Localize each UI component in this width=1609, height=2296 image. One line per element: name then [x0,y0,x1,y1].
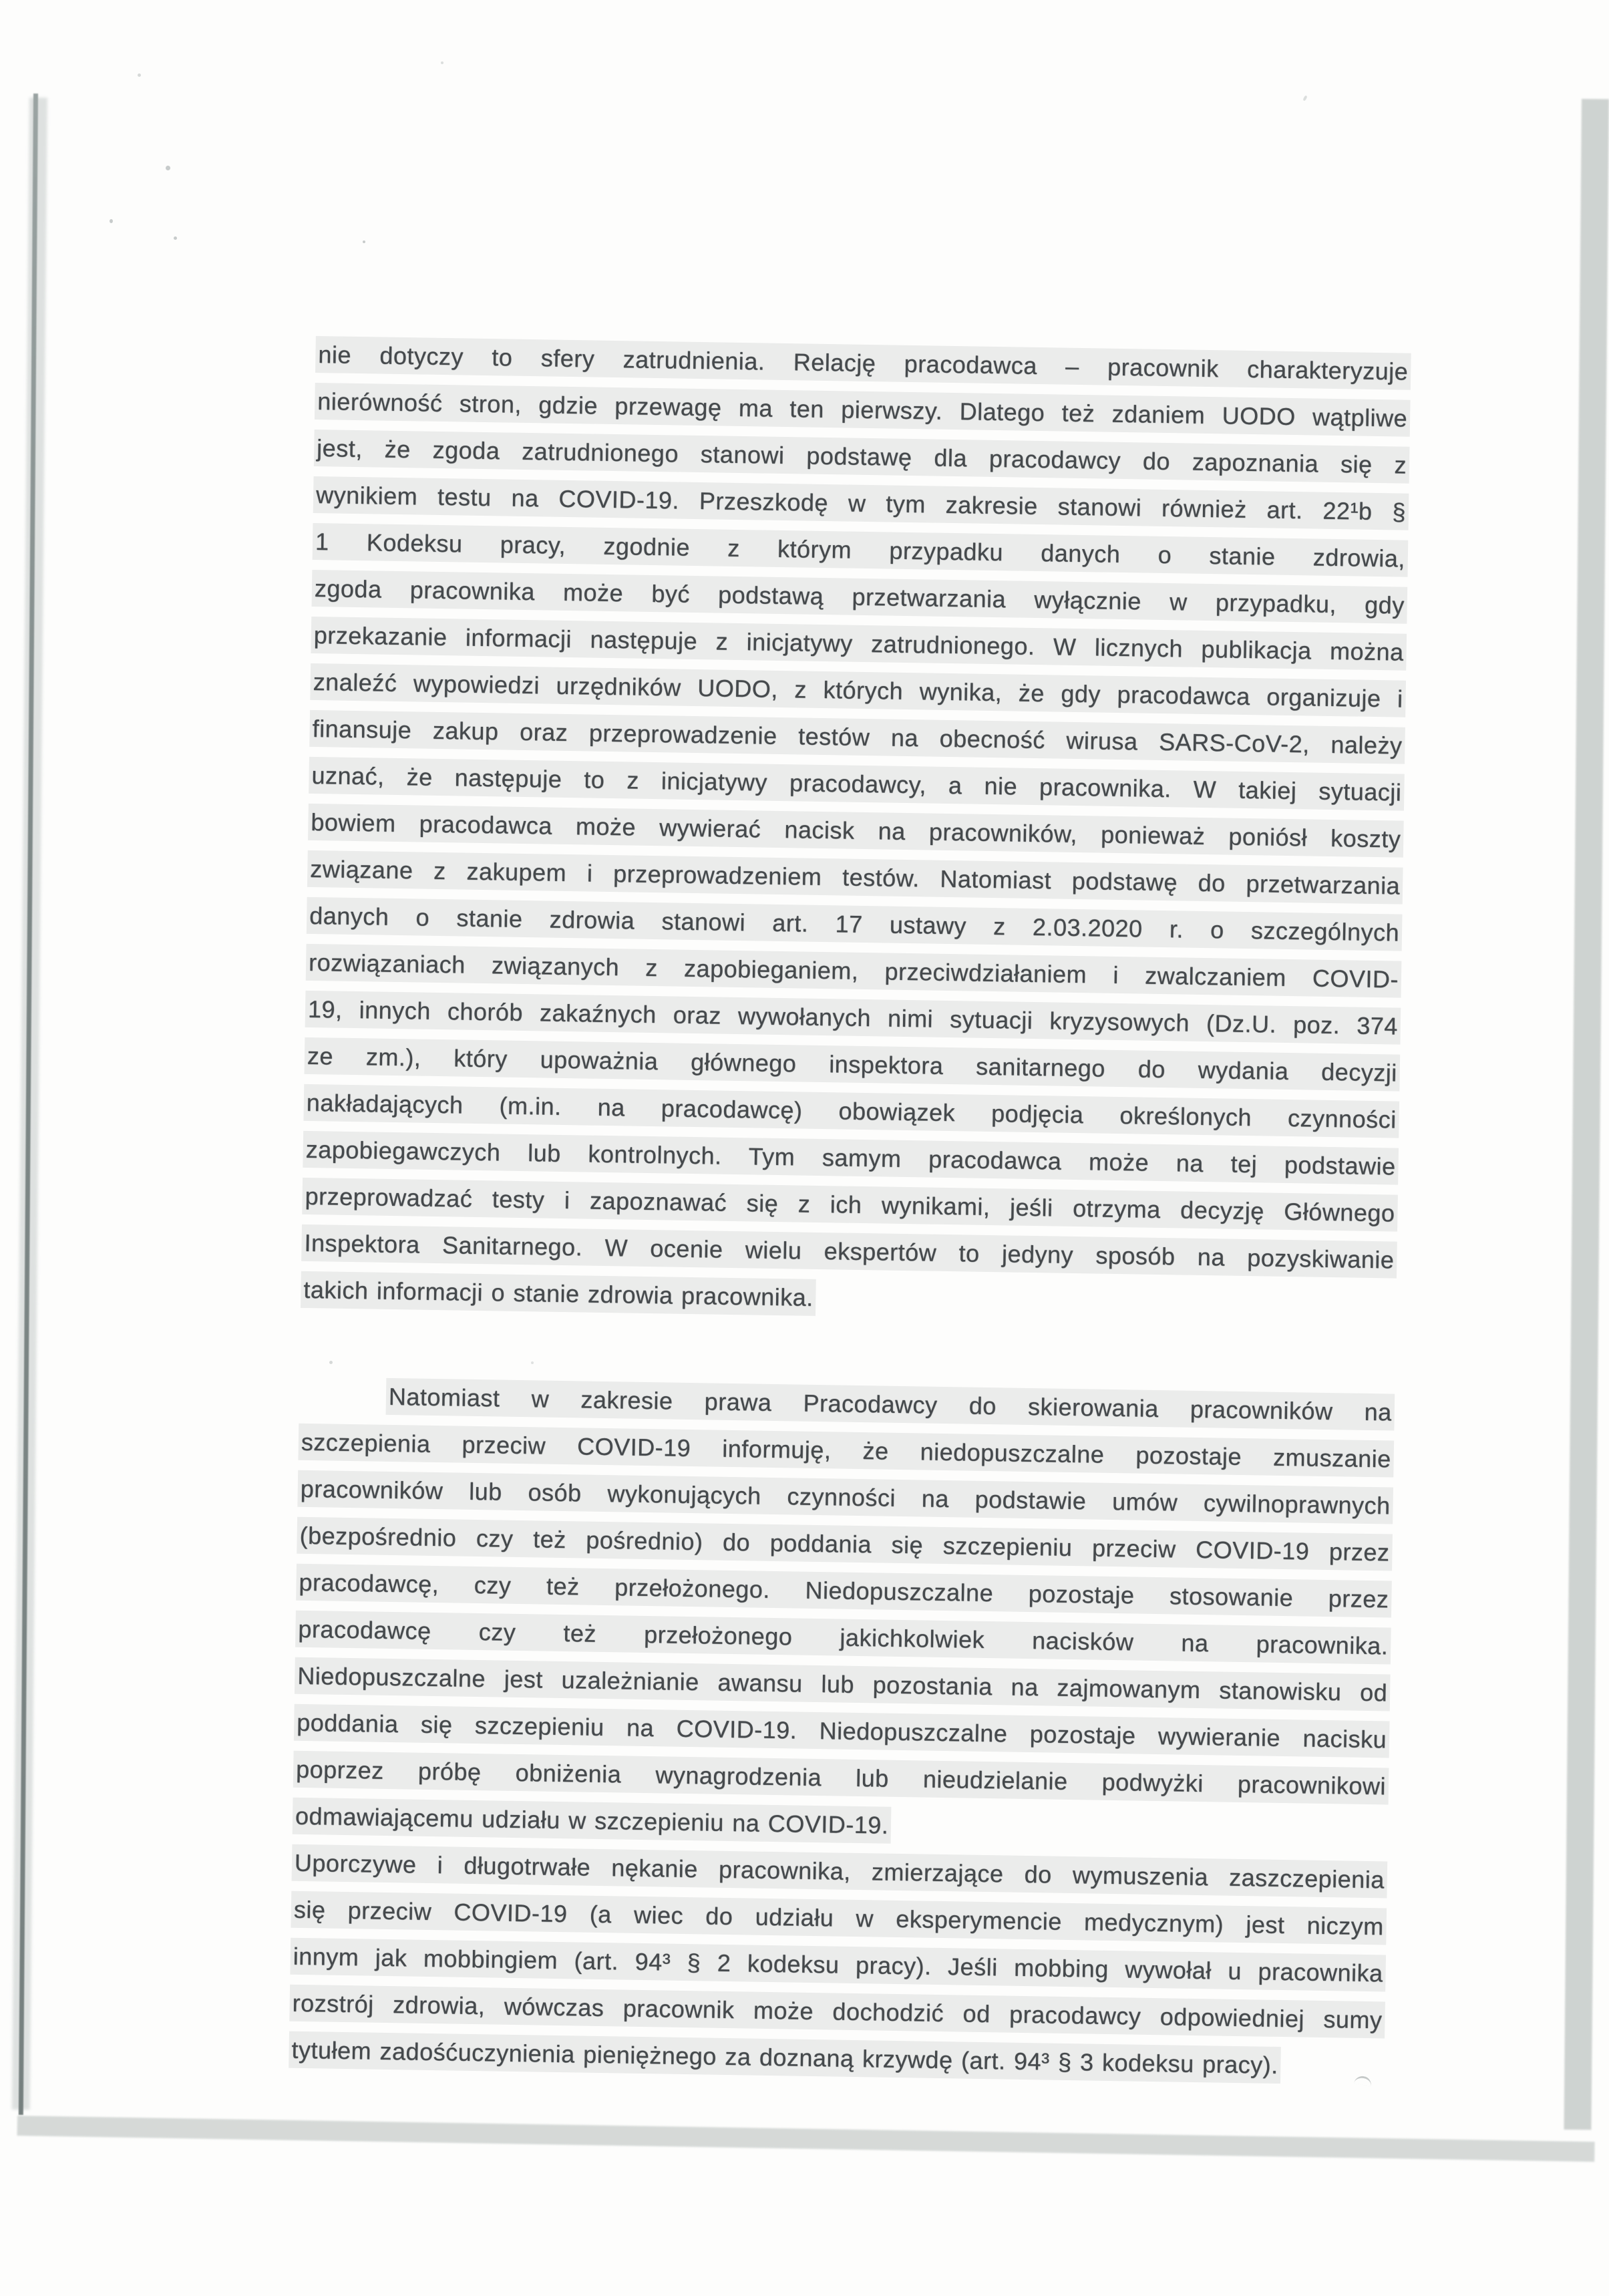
page-right-edge-shadow [1564,99,1609,2130]
text-line-ink: Natomiast w zakresie prawa Pracodawcy do skierowania pracowników na [386,1378,1395,1431]
text-line-ink: tytułem zadośćuczynienia pieniężnego za doznaną krzywdę (art. 94³ § 3 kodeksu pracy). [289,2031,1281,2084]
text-line-ink: 19, innych chorób zakaźnych oraz wywołanych nimi sytuacji kryzysowych (Dz.U. poz. 374 [305,991,1401,1045]
text-line-ink: poddania się szczepieniu na COVID-19. Niedopuszczalne pozostaje wywieranie nacisku [294,1704,1390,1758]
text-line-ink: się przeciw COVID-19 (a wiec do udziału w eksperymencie medycznym) jest niczym [291,1891,1387,1945]
text-line-ink: znaleźć wypowiedzi urzędników UODO, z których wynika, że gdy pracodawca organizuje i [310,663,1406,717]
text-line-ink: odmawiającemu udziału w szczepieniu na COVID-19. [293,1798,892,1844]
document-paragraph [301,331,1411,1331]
dust-speck [166,166,170,170]
text-line-ink: (bezpośrednio czy też pośrednio) do poddania się szczepieniu przeciw COVID-19 przez [297,1517,1393,1571]
dust-speck [441,61,443,64]
text-line-ink: pracodawcę, czy też przełożonego. Niedopuszczalne pozostaje stosowanie przez [296,1564,1392,1618]
text-line-ink: Uporczywe i długotrwałe nękanie pracownika, zmierzające do wymuszenia zaszczepienia [292,1844,1388,1899]
text-line-ink: przeprowadzać testy i zapoznawać się z ich wynikami, jeśli otrzyma decyzję Głównego [302,1178,1398,1232]
text-line-ink: przekazanie informacji następuje z inicjatywy zatrudnionego. W licznych publikacja można [311,617,1407,671]
text-line-ink: Niedopuszczalne jest uzależnianie awansu lub pozostania na zajmowanym stanowisku od [295,1657,1391,1711]
document-body [289,331,1411,2090]
text-line-ink: szczepienia przeciw COVID-19 informuję, że niedopuszczalne pozostaje zmuszanie [298,1424,1394,1478]
text-line-ink: pracodawcę czy też przełożonego jakichkolwiek nacisków na pracownika. [295,1611,1391,1665]
dust-speck [1302,96,1307,102]
document-paragraph [293,1372,1395,1857]
text-line-ink: innym jak mobbingiem (art. 94³ § 2 kodeksu pracy). Jeśli mobbing wywołał u pracownika [290,1938,1386,1992]
dust-speck [110,219,113,223]
text-line-ink: pracowników lub osób wykonujących czynności na podstawie umów cywilnoprawnych [297,1470,1393,1524]
text-line-ink: zapobiegawczych lub kontrolnych. Tym samym pracodawca może na tej podstawie [303,1131,1399,1185]
text-line-ink: poprzez próbę obniżenia wynagrodzenia lub nieudzielanie podwyżki pracownikowi [293,1751,1389,1805]
page-bottom-edge-shadow [17,2116,1595,2162]
text-line-ink: zgoda pracownika może być podstawą przetwarzania wyłącznie w przypadku, gdy [312,570,1408,624]
text-line-ink: bowiem pracodawca może wywierać nacisk na pracowników, ponieważ poniósł koszty [308,804,1404,858]
text-line-ink: nierówność stron, gdzie przewagę ma ten pierwszy. Dlatego też zdaniem UODO wątpliwe [315,383,1411,437]
text-line-ink: rozstrój zdrowia, wówczas pracownik może dochodzić od pracodawcy odpowiedniej sumy [289,1985,1385,2039]
text-line-ink: 1 Kodeksu pracy, zgodnie z którym przypadku danych o stanie zdrowia, [313,523,1409,577]
text-line-ink: nakładających (m.in. na pracodawcę) obowiązek podjęcia określonych czynności [303,1084,1399,1138]
text-line-ink: uznać, że następuje to z inicjatywy pracodawcy, a nie pracownika. W takiej sytuacji [309,757,1405,811]
text-line-ink: danych o stanie zdrowia stanowi art. 17 ustawy z 2.03.2020 r. o szczególnych [307,897,1403,951]
text-line-ink: wynikiem testu na COVID-19. Przeszkodę w tym zakresie stanowi również art. 22¹b § [313,476,1409,530]
dust-speck [174,236,177,240]
document-paragraph [289,1840,1387,2091]
text-line-ink: Inspektora Sanitarnego. W ocenie wielu ekspertów to jedyny sposób na pozyskiwanie [301,1224,1397,1279]
text-line-ink: nie dotyczy to sfery zatrudnienia. Relację pracodawca – pracownik charakteryzuje [315,336,1411,390]
text-line-ink: ze zm.), który upoważnia głównego inspektora sanitarnego do wydania decyzji [305,1037,1401,1092]
text-line-ink: finansuje zakup oraz przeprowadzenie testów na obecność wirusa SARS-CoV-2, należy [309,710,1405,764]
text-line-ink: rozwiązaniach związanych z zapobieganiem, przeciwdziałaniem i zwalczaniem COVID- [306,944,1402,998]
dust-speck [138,73,141,77]
text-line-ink: jest, że zgoda zatrudnionego stanowi podstawę dla pracodawcy do zapoznania się z [314,430,1410,484]
text-line-ink: związane z zakupem i przeprowadzeniem testów. Natomiast podstawę do przetwarzania [307,850,1403,905]
dust-speck [363,240,365,243]
text-line-ink: takich informacji o stanie zdrowia pracownika. [301,1271,816,1316]
